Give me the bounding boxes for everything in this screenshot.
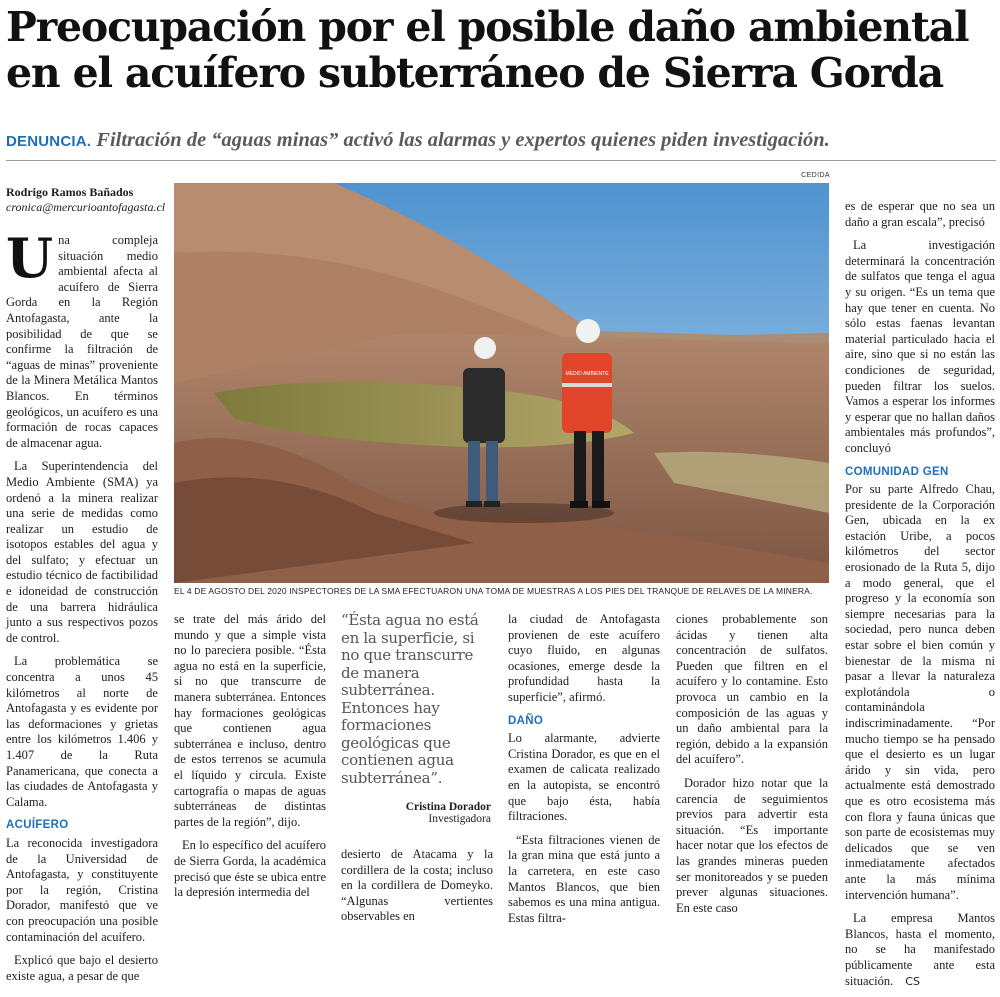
paragraph: Por su parte Alfredo Chau, presidente de la Corporación Gen, ubicada en la ex estación Uribe, a pocos kilómetros del sector erosionado de la Ruta 5, dijo a modo general, que el progreso y la economía son siempre necesarias para la sociedad, pero nunca deben estar sobre el bien común y bienestar de la misma ni pasar a llevar la naturaleza explotándola o contaminándola indiscriminadamente. “Por mucho tiempo se ha pensado que el desierto es un lugar árido y sin vida, pero actualmente está demostrado que es otro ecosistema más con flora y fauna únicas que son parte de ecosistemas muy delicados que se ven inmediatamente afectados ante la más mínima intervención humana”.: [845, 482, 995, 902]
article-column-4: [676, 612, 828, 924]
article-column-5: [845, 199, 995, 997]
paragraph: [845, 911, 995, 989]
headline-line-2: en el acuífero subterráneo de Sierra Gorda: [6, 49, 943, 97]
photo-illustration: [174, 183, 829, 583]
pull-quote-text: “Ésta agua no está en la superficie, si no que transcurre de manera subterránea. Entonces hay formaciones geológicas que contienen agua subterránea”.: [341, 611, 479, 787]
byline: [6, 185, 166, 215]
photo-caption: EL 4 DE AGOSTO DEL 2020 INSPECTORES DE LA SMA EFECTUARON UNA TOMA DE MUESTRAS A LOS PIES DEL TRANQUE DE RELAVES DE LA MINERA.: [174, 586, 813, 596]
drop-cap: U: [6, 226, 54, 290]
pull-quote: [341, 612, 491, 825]
photo-credit: CEDIDA: [801, 172, 830, 179]
paragraph: [6, 226, 158, 451]
byline-email: cronica@mercurioantofagasta.cl: [6, 200, 166, 214]
subhead-comunidad-gen: COMUNIDAD GEN: [845, 465, 949, 478]
paragraph-text: na compleja situación medio ambiental afecta al acuífero de Sierra Gorda en la Región Antofagasta, ante la posibilidad de que se confirme la filtración de “aguas de minas” proveniente de la Minera Metálica Mantos Blancos. En términos geológicos, un acuífero es una formación de rocas capaces de almacenar agua.: [6, 233, 158, 450]
article-column-2: [174, 612, 326, 909]
end-mark: CS: [905, 974, 920, 988]
paragraph: La Superintendencia del Medio Ambiente (SMA) ya ordenó a la minera realizar una serie de medidas como realizar un estudio de isotopos estables del agua y del sulfato; y efectuar un estudio técnico de factibilidad e idoneidad de construcción de una barrera hidráulica junto a sus respectivos pozos de control.: [6, 459, 158, 645]
deck: [6, 127, 996, 155]
paragraph: La investigación determinará la concentración de sulfatos que tenga el agua y su origen. “Es un tema que hay que tener en cuenta. No sólo estas faenas levantan material particulado hacia el aire, sino que si no están las condiciones de seguridad, pueden filtrar los suelos. Vamos a esperar los informes y esperar que no hallan daños ambientales más profundos”, concluyó: [845, 238, 995, 455]
deck-divider: [6, 160, 996, 161]
paragraph: Explicó que bajo el desierto existe agua, a pesar de que: [6, 953, 158, 983]
article-column-1: [6, 226, 158, 992]
paragraph-text: La empresa Mantos Blancos, hasta el momento, no se ha manifestado públicamente ante esta situación.: [845, 911, 995, 988]
pull-quote-role: Investigadora: [428, 813, 491, 825]
article-column-2b: [341, 847, 493, 933]
paragraph: la ciudad de Antofagasta provienen de este acuífero cuyo fluido, en algunas ocasiones, emerge desde la profundidad hasta la superficie”, afirmó.: [508, 612, 660, 704]
paragraph: Lo alarmante, advierte Cristina Dorador, es que en el examen de calicata realizado en la autopista, se encontró que bajo ésta, había filtraciones.: [508, 731, 660, 824]
byline-author: Rodrigo Ramos Bañados: [6, 185, 134, 199]
paragraph: “Esta filtraciones vienen de la gran mina que está junto a la carretera, en este caso Mantos Blancos, que bien sabemos es una mina antigua. Estas filtra-: [508, 832, 660, 925]
deck-text: Filtración de “aguas minas” activó las alarmas y expertos quienes piden investigación.: [96, 129, 830, 151]
vest-label: MEDIO AMBIENTE: [565, 371, 609, 377]
deck-kicker: DENUNCIA.: [6, 133, 92, 150]
paragraph: es de esperar que no sea un daño a gran escala”, precisó: [845, 199, 995, 229]
paragraph: ciones probablemente son ácidas y tienen alta concentración de sulfatos. Pueden que filtren en el acuífero y lo contamine. Esto provoca un cambio en la composición de las aguas y un daño ambiental para la región, debido a la expansión del acuífero”.: [676, 612, 828, 767]
subhead-dano: DAÑO: [508, 714, 544, 727]
paragraph: Dorador hizo notar que la carencia de seguimientos previos para advertir esta situación. “Es importante hacer notar que los efectos de las grandes mineras pueden ser monitoreados y se pueden prever algunas situaciones. En este caso: [676, 775, 828, 915]
subhead-acuifero: ACUÍFERO: [6, 819, 69, 832]
headline-line-1: Preocupación por el posible daño ambiental: [6, 3, 969, 51]
paragraph: se trate del más árido del mundo y que a simple vista no lo pareciera posible. “Ésta agua no está en la superficie, si no que transcurre de manera subterránea. Entonces hay formaciones geológicas que contienen agua subterránea e incluso, dentro de estos terrenos se acumula el líquido y circula. Existe cartografía o mapas de aguas subterráneas de distintas partes de la región”, dijo.: [174, 612, 326, 829]
paragraph: La problemática se concentra a unos 45 kilómetros al norte de Antofagasta y es evidente por las deformaciones y grietas entre los kilómetros 1.406 y 1.407 de la Ruta Panamericana, que conecta a las ciudades de Antofagasta y Calama.: [6, 654, 158, 809]
paragraph: desierto de Atacama y la cordillera de la costa; incluso en la cordillera de Domeyko. “Algunas vertientes observables en: [341, 847, 493, 924]
article-column-3: [508, 612, 660, 934]
article-photo: [174, 183, 829, 583]
pull-quote-name: Cristina Dorador: [405, 801, 491, 813]
headline: [6, 4, 996, 96]
paragraph: En lo específico del acuífero de Sierra Gorda, la académica precisó que éste se ubica entre la depresión intermedia del: [174, 838, 326, 900]
paragraph: La reconocida investigadora de la Universidad de Antofagasta, y constituyente por la región, Cristina Dorador, manifestó que ve con preocupación una posible contaminación del acuífero.: [6, 835, 158, 944]
